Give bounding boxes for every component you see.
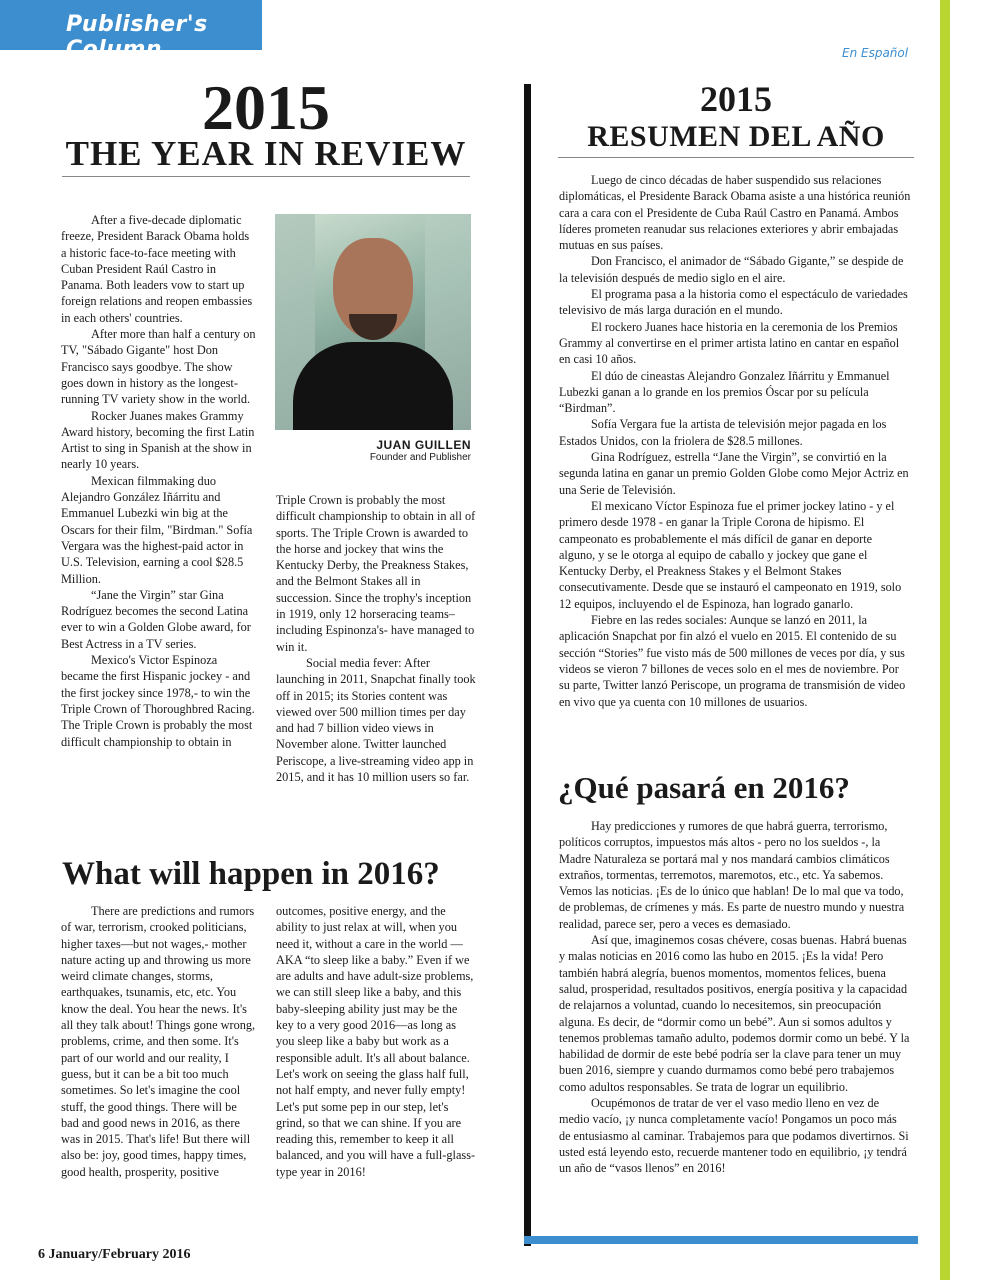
paragraph: El mexicano Víctor Espinoza fue el primer jockey latino - y el primero desde 1978 - en ganar la Triple Corona de hipismo. El campeonato es probablemente el más difícil de ganar en deporte alguno, y se le otorga al equipo de caballo y jockey que gane el Kentucky Derby, el Preakness Stakes y el Belmont Stakes consecutivamente. Desde que se instauró el campeonato en 1919, solo 12 equipos, incluyendo el de Espinoza, han logrado ganarlo. xyxy=(559,498,902,611)
paragraph: Gina Rodríguez, estrella “Jane the Virgin”, se convirtió en la segunda latina en ganar un premio Golden Globe como Mejor Actriz en una Serie de Televisión. xyxy=(559,450,909,497)
spanish-title-rule xyxy=(558,157,914,158)
english-heading-2016: What will happen in 2016? xyxy=(62,856,440,892)
photo-caption-role: Founder and Publisher xyxy=(369,452,471,463)
paragraph: Así que, imaginemos cosas chévere, cosas buenas. Habrá buenas y malas noticias en 2016 como las hubo en 2015. ¡Es la vida! Pero también habrá alegría, buenos momentos, momentos felices, buena salud, prosperidad, resultados positivos, energía positiva y la capacidad de relajarnos a voluntad, cuando lo necesitemos, sin preocupación alguna. Es decir, de “dormir como un bebé”. Aun si somos adultos y tenemos problemas tamaño adulto, podemos dormir como un bebé. Y la habilidad de dormir de este bebé podría ser la clave para tener un muy buen 2016, siempre y cuando durmamos como bebé pero trabajemos como adultos responsables. Se trata de lograr un equilibrio. xyxy=(559,933,910,1094)
english-year: 2015 xyxy=(202,72,330,143)
spanish-year: 2015 xyxy=(700,79,772,119)
accent-bar xyxy=(940,0,950,1280)
spanish-column-2 xyxy=(559,818,911,1177)
english-column-2 xyxy=(276,492,476,785)
paragraph: Luego de cinco décadas de haber suspendido sus relaciones diplomáticas, el Presidente Barack Obama asiste a una histórica reunión cara a cara con el Presidente de Cuba Raúl Castro en Panamá. Ambos líderes prometen reanudar sus relaciones exteriores y abrir embajadas mutuas en sus países. xyxy=(559,173,911,253)
column-divider xyxy=(524,84,531,1246)
spanish-column-1 xyxy=(559,172,911,710)
paragraph: Don Francisco, el animador de “Sábado Gigante,” se despide de la televisión después de medio siglo en el aire. xyxy=(559,254,904,285)
paragraph: Ocupémonos de tratar de ver el vaso medio lleno en vez de medio vacío, ¡y nunca completamente vacío! Pongamos un poco más de entusiasmo al caminar. Trabajemos para que podamos divertirnos. Si usted está leyendo esto, recuerde mantener todo en equilibrio, ¡y tendrá un año de “vasos llenos” en 2016! xyxy=(559,1096,909,1176)
page-footer: 6 January/February 2016 xyxy=(38,1247,191,1262)
paragraph: There are predictions and rumors of war, terrorism, crooked politicians, higher taxes—but not wages,- mother nature acting up and throwing us more weird climate changes, storms, earthquakes, tsunamis, etc, etc. You know the deal. You hear the news. It's all they talk about! Things gone wrong, problems, crime, and then some. It's part of our world and our reality, I guess, but it can be a bit too much sometimes. So let's imagine the cool stuff, the good things. There will be bad and good news in 2016, as there was in 2015. That's life! But there will also be: joy, good times, happy times, good health, prosperity, positive xyxy=(61,904,256,1179)
section-tag-label: Publisher's Column xyxy=(66,12,208,62)
paragraph: outcomes, positive energy, and the ability to just relax at will, when you need it, without a care in the world — AKA “to sleep like a baby.” Even if we are adults and have adult-size problems, we can still sleep like a baby, and this baby-sleeping ability just may be the key to a very good 2016—as long as you sleep like a baby but work as a responsible adult. It's all about balance. Let's work on seeing the glass half full, not half empty, and never fully empty! Let's put some pep in our step, let's grind, so that we can shine. If you are reading this, remember to keep it all balanced, and you will have a full-glass-type year in 2016! xyxy=(276,904,476,1179)
spanish-title: RESUMEN DEL AÑO xyxy=(587,120,885,153)
paragraph: Rocker Juanes makes Grammy Award history, becoming the first Latin Artist to sing in Spanish at the show in nearly 10 years. xyxy=(61,408,255,472)
section-tag xyxy=(0,0,262,62)
photo-caption-name: JUAN GUILLEN xyxy=(376,438,471,452)
divider-underline xyxy=(524,1236,918,1244)
english-title: THE YEAR IN REVIEW xyxy=(65,134,467,173)
paragraph: El rockero Juanes hace historia en la ceremonia de los Premios Grammy al convertirse en el primer artista latino en cantar en español en casi 10 años. xyxy=(559,319,900,367)
paragraph: Mexican filmmaking duo Alejandro González Iñárritu and Emmanuel Lubezki win big at the Oscars for their film, "Birdman." Sofía Vergara was the highest-paid actor in U.S. Television, earning a cool $28.5 Million. xyxy=(61,473,253,586)
english-column-3 xyxy=(61,903,257,1180)
paragraph: Fiebre en las redes sociales: Aunque se lanzó en 2011, la aplicación Snapchat por fin alzó el vuelo en 2015. El contenido de su sección “Stories” fue visto más de 500 millones de veces por día, y sus videos se vieron 7 billones de veces solo en el mes de noviembre. Por su parte, Twitter lanzó Periscope, un programa de transmisión de video en vivo que ya cuenta con 10 millones de usuarios. xyxy=(559,613,906,709)
paragraph: Sofía Vergara fue la artista de televisión mejor pagada en los Estados Unidos, con la friolera de $28.5 millones. xyxy=(559,417,887,448)
paragraph: Social media fever: After launching in 2011, Snapchat finally took off in 2015; its Stories content was viewed over 500 million times per day and had 7 billion video views in November alone. Twitter launched Periscope, a live-streaming video app in 2015, and it has 10 million users so far. xyxy=(276,655,476,785)
paragraph: “Jane the Virgin” star Gina Rodríguez becomes the second Latina ever to win a Golden Globe award, for Best Actress in a TV series. xyxy=(61,587,251,651)
paragraph: Triple Crown is probably the most difficult championship to obtain in all of sports. The Triple Crown is awarded to the horse and jockey that wins the Kentucky Derby, the Preakness Stakes, and the Belmont Stakes all in succession. Since the trophy's inception in 1919, only 12 horseracing teams– including Espinonza's- have managed to win it. xyxy=(276,493,476,654)
english-column-4 xyxy=(276,903,476,1180)
language-tag: En Español xyxy=(842,46,909,60)
paragraph: El dúo de cineastas Alejandro Gonzalez Iñárritu y Emmanuel Lubezki ganan a lo grande en los premios Óscar por su película “Birdman”. xyxy=(559,368,890,416)
publisher-photo xyxy=(275,214,471,430)
paragraph: After more than half a century on TV, "Sábado Gigante" host Don Francisco says goodbye. The show goes down in history as the longest-running TV variety show in the world. xyxy=(61,327,256,407)
paragraph: El programa pasa a la historia como el espectáculo de variedades televisivo de más larga duración en el mundo. xyxy=(559,287,908,318)
paragraph: Hay predicciones y rumores de que habrá guerra, terrorismo, políticos corruptos, impuestos más altos - pero no los sueldos -, la Madre Naturaleza se portará mal y nos mandará cambios climáticos extraños, tormentas, terremotos, maremotos, etc., etc. Ya sabemos. Vemos las noticias. ¡Es de lo único que hablan! De lo mal que va todo, de problemas, de crímenes y más. Es parte de nuestro mundo y nuestra realidad, parece ser, pero a veces es demasiado. xyxy=(559,819,905,931)
english-column-1 xyxy=(61,212,257,750)
paragraph: After a five-decade diplomatic freeze, President Barack Obama holds a historic face-to-face meeting with Cuban President Raúl Castro in Panama. Both leaders vow to start up foreign relations and reopen embassies in each others' countries. xyxy=(61,213,253,325)
spanish-heading-2016: ¿Qué pasará en 2016? xyxy=(558,770,850,805)
english-title-rule xyxy=(62,176,470,177)
paragraph: Mexico's Victor Espinoza became the first Hispanic jockey - and the first jockey since 1978,- to win the Triple Crown of Thoroughbred Racing. The Triple Crown is probably the most difficult championship to obtain in xyxy=(61,653,255,749)
